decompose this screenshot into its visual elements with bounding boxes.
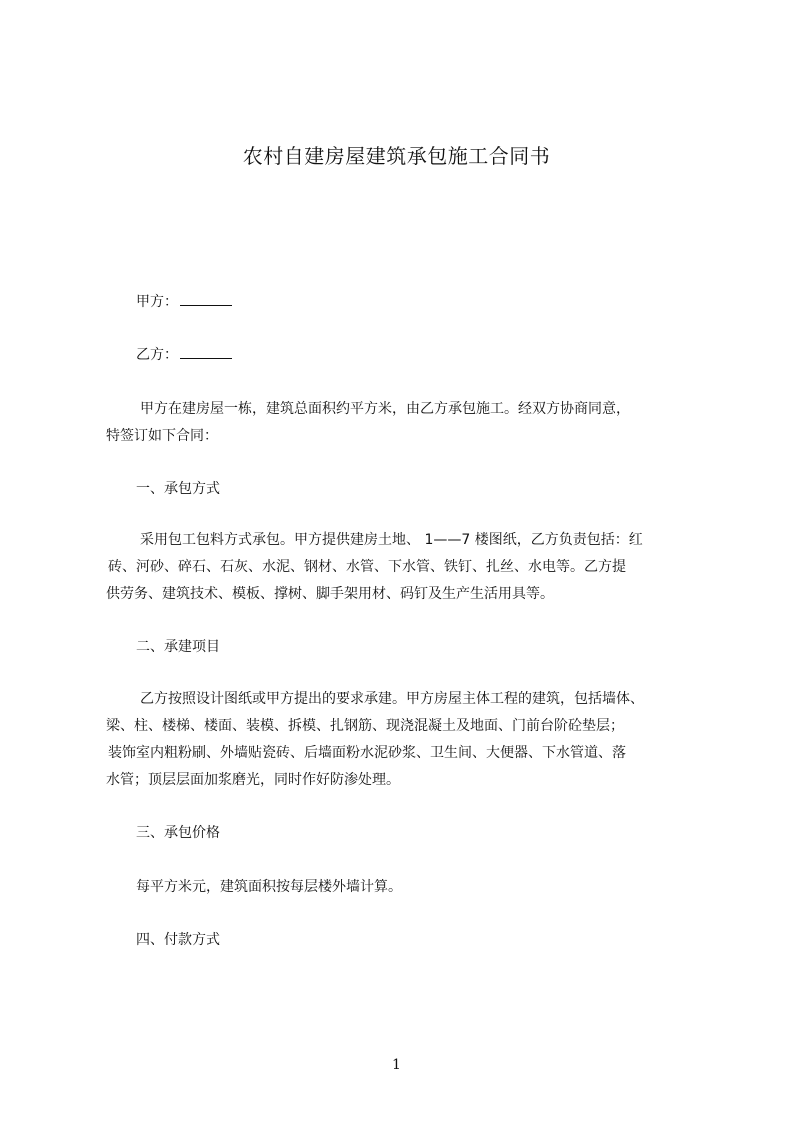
- section-1-paragraph: [106, 527, 706, 608]
- page-number: 1: [392, 1057, 401, 1073]
- party-a-blank: [180, 293, 232, 306]
- paragraph-line: 每平方米元，建筑面积按每层楼外墙计算。: [136, 879, 402, 895]
- party-a-label: 甲方：: [136, 294, 178, 310]
- party-b-line: [136, 345, 232, 365]
- section-heading: 一、承包方式: [136, 481, 220, 497]
- document-title: 农村自建房屋建筑承包施工合同书: [242, 144, 551, 168]
- paragraph-line: 水管；顶层层面加浆磨光，同时作好防渗处理。: [106, 772, 400, 788]
- party-a-line: [136, 292, 232, 312]
- intro-paragraph: [106, 396, 706, 450]
- section-2-paragraph: [106, 686, 706, 794]
- section-heading: 三、承包价格: [136, 825, 220, 841]
- paragraph-line: 供劳务、建筑技术、模板、撑树、脚手架用材、码钉及生产生活用具等。: [106, 586, 554, 602]
- section-heading: 四、付款方式: [136, 932, 220, 948]
- paragraph-line: 砖、河砂、碎石、石灰、水泥、钢材、水管、下水管、铁钉、扎丝、水电等。乙方提: [108, 559, 626, 575]
- paragraph-line: 采用包工包料方式承包。甲方提供建房土地、 1——7 楼图纸，乙方负责包括：红: [140, 532, 643, 548]
- intro-line: 甲方在建房屋一栋，建筑总面积约平方米，由乙方承包施工。经双方协商同意，: [140, 401, 630, 417]
- paragraph-line: 梁、柱、楼梯、楼面、装模、拆模、扎钢筋、现浇混凝土及地面、门前台阶砼垫层；: [106, 718, 624, 734]
- paragraph-line: 乙方按照设计图纸或甲方提出的要求承建。甲方房屋主体工程的建筑，包括墙体、: [140, 691, 644, 707]
- paragraph-line: 装饰室内粗粉刷、外墙贴瓷砖、后墙面粉水泥砂浆、卫生间、大便器、下水管道、落: [108, 745, 626, 761]
- party-b-label: 乙方：: [136, 347, 178, 363]
- intro-line: 特签订如下合同：: [106, 428, 218, 444]
- section-heading: 二、承建项目: [136, 639, 220, 655]
- party-b-blank: [180, 346, 232, 359]
